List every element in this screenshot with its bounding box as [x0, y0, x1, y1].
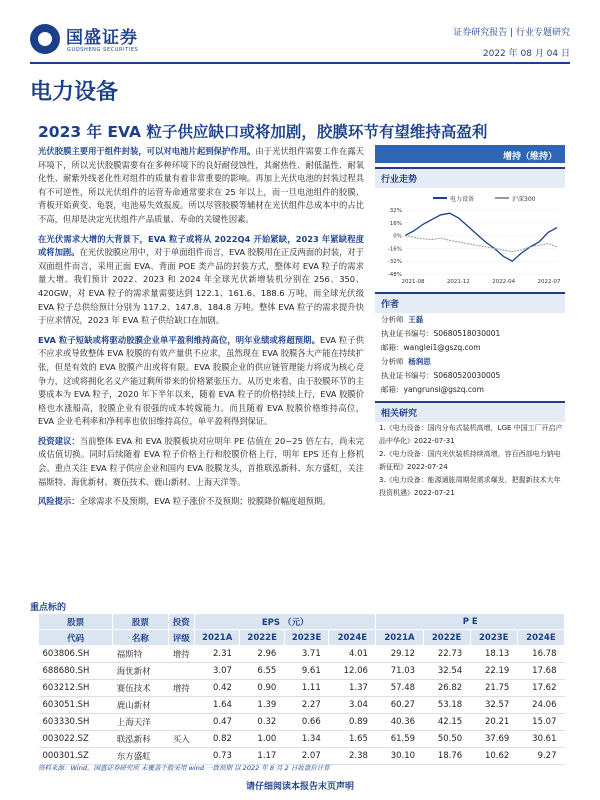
- authors-heading: 作者: [375, 292, 565, 313]
- logo-cn: 国盛证券: [66, 28, 138, 48]
- y-tick: 0%: [393, 233, 402, 240]
- cell-value: 50.50: [423, 731, 470, 748]
- email-link[interactable]: wanglei1@gszq.com: [403, 343, 481, 352]
- cell-value: 57.48: [376, 680, 423, 697]
- cell-code: 688680.SH: [39, 663, 113, 680]
- cell-value: 1.00: [240, 731, 284, 748]
- cell-value: 12.06: [329, 663, 376, 680]
- cell-name: 联泓新科: [113, 731, 168, 748]
- cell-rating: 买入: [168, 731, 194, 748]
- series-line-1: [405, 213, 557, 261]
- cell-value: 29.12: [376, 646, 423, 663]
- para-2: 在光伏需求大增的大背景下，EVA 粒子或将从 2022Q4 开始紧缺，2023 年紧缺程度或将加剧。在光伏胶膜应用中，对于单面组件而言，EVA 胶膜用在正反两面的封装，对于双面组件而言，采用正面 EVA、背面 POE 类产品的封装方式，整体对 EVA 粒子的需求量大增。我们预计 2022、2023 和 2024 年全球光伏新增装机分别在 256、350、420GW，对 EVA 粒子的需求量需要达到 122.1、161.6、188.6 万吨，而全球光伏级 EVA 粒子总供给预计分别为 117.2、147.8、184.8 万吨。整体 EVA 粒子的需求提升快于应求情况，2023 年 EVA 粒子供给缺口在加剧。: [38, 233, 364, 326]
- trend-heading: 行业走势: [375, 167, 565, 188]
- cell-value: 1.37: [329, 680, 376, 697]
- para-3: EVA 粒子短缺或将驱动胶膜企业单平盈利维持高位，明年业绩或将超预期。EVA 粒子供不应求或导致整体 EVA 胶膜的有效产量供不应求，虽然现在 EVA 胶膜各大产能在持续扩张，但是有效的 EVA 胶膜产出或将有限。EVA 胶膜企业的供应链管理能力将成为核心竞争力，这或将拥化名义产能过剩所带来的价格紧张压力。从历史来看，由于胶膜环节的主要成本为 EVA 粒子，2020 年下半年以来，随着 EVA 粒子的价格持续上行，EVA 胶膜价格也水涨船高，胶膜企业有很强的成本转嫁能力。而且随着 EVA 胶膜价格维持高位，EVA 企业毛利率和净利率也依旧维持高位，单平盈利得到保证。: [38, 334, 364, 427]
- cell-value: 71.03: [376, 663, 423, 680]
- cell-rating: [168, 748, 194, 765]
- cell-value: 37.69: [470, 731, 517, 748]
- cell-value: 22.73: [423, 646, 470, 663]
- col-year: 2024E: [329, 630, 376, 646]
- cell-code: 603212.SH: [39, 680, 113, 697]
- cell-value: 20.21: [470, 714, 517, 731]
- cell-value: 2.96: [240, 646, 284, 663]
- cell-value: 2.38: [329, 748, 376, 765]
- table-row: [39, 663, 565, 680]
- cell-value: 0.82: [194, 731, 240, 748]
- y-tick: -32%: [387, 259, 402, 266]
- cell-value: 1.39: [240, 697, 284, 714]
- cell-value: 61.59: [376, 731, 423, 748]
- table-row: [39, 714, 565, 731]
- logo: [30, 20, 160, 60]
- col-name: 股票: [113, 614, 168, 630]
- cell-value: 17.62: [517, 680, 564, 697]
- cell-value: 32.57: [470, 697, 517, 714]
- x-tick: 2022-04: [492, 279, 516, 285]
- cell-value: 53.18: [423, 697, 470, 714]
- cell-rating: 增持: [168, 680, 194, 697]
- cell-name: 福斯特: [113, 646, 168, 663]
- col-sub-code: 代码: [39, 630, 113, 646]
- cell-value: 3.71: [284, 646, 328, 663]
- para-5: 风险提示：全球需求不及预期，EVA 粒子涨价不及预期；胶膜降价幅度超预期。: [38, 496, 331, 507]
- cell-value: 0.32: [240, 714, 284, 731]
- legend-a: 电力设备: [450, 196, 475, 203]
- cell-name: 东方盛虹: [113, 748, 168, 765]
- cell-value: 1.65: [329, 731, 376, 748]
- cell-rating: [168, 663, 194, 680]
- cell-code: 603330.SH: [39, 714, 113, 731]
- reports-heading: 相关研究: [375, 401, 565, 422]
- table-row: [39, 680, 565, 697]
- cell-name: 上海天洋: [113, 714, 168, 731]
- cell-value: 24.06: [517, 697, 564, 714]
- col-pe: P E: [376, 614, 565, 630]
- cell-code: 003022.SZ: [39, 731, 113, 748]
- cell-value: 9.61: [284, 663, 328, 680]
- cell-value: 18.76: [423, 748, 470, 765]
- y-tick: -16%: [387, 246, 402, 253]
- x-tick: 2021-08: [401, 279, 425, 285]
- related-report[interactable]: 2.《电力设备：国内光伏装机持续高增，容百西部电力钠电新征程》2022-07-24: [379, 450, 561, 471]
- cell-value: 9.27: [517, 748, 564, 765]
- x-tick: 2021-12: [446, 279, 470, 285]
- email-link[interactable]: yangrunsi@gszq.com: [403, 385, 484, 394]
- x-tick: 2022-07: [537, 279, 561, 285]
- cell-value: 42.15: [423, 714, 470, 731]
- col-code: 股票: [39, 614, 113, 630]
- y-tick: -48%: [387, 272, 402, 278]
- cell-value: 32.54: [423, 663, 470, 680]
- cell-value: 3.04: [329, 697, 376, 714]
- table-row: [39, 731, 565, 748]
- cell-value: 18.13: [470, 646, 517, 663]
- para-1: 光伏胶膜主要用于组件封装，可以对电池片起到保护作用。由于光伏组件需要工作在露天环境下，所以光伏胶膜需要有在多种环境下的良好耐侵蚀性，其耐热性、耐低温性、耐氧化性、耐紫外线老化性对组件的质量有着非常重要的影响。再加上光伏电池的封装过程具有不可逆性，所以光伏组件的运营寿命通常要求在 25 年以上，而一旦电池组件的胶膜、背板开始黄变、龟裂，电池易失效报废。所以尽管胶膜等辅材在光伏组件总成本中的占比不高，但却是决定光伏组件产品质量、寿命的关键性因素。: [38, 146, 364, 224]
- col-year: 2022E: [423, 630, 470, 646]
- cell-value: 0.73: [194, 748, 240, 765]
- table-title: 重点标的: [30, 603, 67, 613]
- cell-value: 1.64: [194, 697, 240, 714]
- col-year: 2024E: [517, 630, 564, 646]
- col-rating: 投资: [168, 614, 194, 630]
- cell-value: 30.10: [376, 748, 423, 765]
- y-tick: 32%: [389, 208, 402, 214]
- cell-name: 赛伍技术: [113, 680, 168, 697]
- cell-value: 1.17: [240, 748, 284, 765]
- cell-value: 2.27: [284, 697, 328, 714]
- table-row: [39, 646, 565, 663]
- header-meta: [453, 25, 570, 59]
- cell-value: 0.47: [194, 714, 240, 731]
- header-divider: [30, 62, 570, 64]
- section-title: 电力设备: [30, 80, 119, 105]
- cell-value: 4.01: [329, 646, 376, 663]
- cell-name: 鹿山新材: [113, 697, 168, 714]
- table-row: [39, 697, 565, 714]
- related-report[interactable]: 3.《电力设备：能源通胀周期促需求爆发，把握新技术大年投资机遇》2022-07-21: [379, 476, 561, 497]
- cell-name: 海优新材: [113, 663, 168, 680]
- col-year: 2023E: [284, 630, 328, 646]
- report-type: 证券研究报告 | 行业专题研究: [453, 28, 570, 38]
- cell-value: 30.61: [517, 731, 564, 748]
- cell-rating: [168, 697, 194, 714]
- cell-value: 1.34: [284, 731, 328, 748]
- cell-value: 2.07: [284, 748, 328, 765]
- sidebar: [375, 145, 565, 500]
- col-year: 2021A: [194, 630, 240, 646]
- col-year: 2021A: [376, 630, 423, 646]
- cell-value: 6.55: [240, 663, 284, 680]
- analyst-1: 分析师 王磊 执业证书编号：S0680518030001 邮箱：wanglei1@gszq.com: [381, 315, 501, 352]
- cell-value: 0.90: [240, 680, 284, 697]
- cell-value: 16.78: [517, 646, 564, 663]
- cell-rating: 增持: [168, 646, 194, 663]
- source-note: 资料来源：Wind，国盛证券研究所 未覆盖个股采用 wind 一致预期 以 2022 年 8 月 2 日收盘价计算: [38, 764, 330, 772]
- logo-en: GUOSHENG SECURITIES: [67, 47, 139, 53]
- col-eps: EPS （元）: [194, 614, 376, 630]
- col-year: 2023E: [470, 630, 517, 646]
- cell-value: 0.66: [284, 714, 328, 731]
- trend-chart: [375, 188, 565, 288]
- y-tick: 16%: [389, 220, 402, 227]
- cell-rating: [168, 714, 194, 731]
- col-year: 2022E: [240, 630, 284, 646]
- legend-b: 沪深300: [512, 196, 536, 203]
- cell-value: 22.19: [470, 663, 517, 680]
- report-title: 2023 年 EVA 粒子供应缺口或将加剧，胶膜环节有望维持高盈利: [38, 123, 488, 141]
- cell-value: 21.75: [470, 680, 517, 697]
- para-4: 投资建议：当前整体 EVA 和 EVA 胶膜板块对应明年 PE 估值在 20~25 倍左右，尚未完成估值切换。同时后续随着 EVA 粒子价格上行和胶膜价格上行，明年 EPS 还有上修机会。重点关注 EVA 粒子供应企业和国内 EVA 胶膜龙头，首推联泓新科、东方盛虹，关注福斯特、海优新材、赛伍技术、鹿山新材、上海天洋等。: [38, 435, 364, 487]
- report-date: 2022 年 08 月 04 日: [482, 49, 570, 59]
- body-text: [38, 145, 364, 515]
- table-row: [39, 748, 565, 765]
- cell-code: 603051.SH: [39, 697, 113, 714]
- logo-mark-icon: [30, 24, 60, 54]
- cell-value: 0.89: [329, 714, 376, 731]
- cell-value: 2.31: [194, 646, 240, 663]
- rating-badge: 增持（维持）: [375, 145, 565, 163]
- cell-value: 60.27: [376, 697, 423, 714]
- cell-value: 0.42: [194, 680, 240, 697]
- cell-value: 3.07: [194, 663, 240, 680]
- cell-value: 1.11: [284, 680, 328, 697]
- key-stocks-table: [38, 613, 565, 765]
- cell-value: 10.62: [470, 748, 517, 765]
- col-sub-rating: 评级: [168, 630, 194, 646]
- col-sub-name: 名称: [113, 630, 168, 646]
- footer-disclaimer: 请仔细阅读本报告末页声明: [245, 782, 354, 792]
- cell-code: 603806.SH: [39, 646, 113, 663]
- cell-value: 26.82: [423, 680, 470, 697]
- related-report[interactable]: 1.《电力设备：国内分布式装机高增，LGE 中国工厂开启产品中华化》2022-07-31: [379, 424, 563, 445]
- cell-value: 17.68: [517, 663, 564, 680]
- analyst-2: 分析师 杨润思 执业证书编号：S0680520030005 邮箱：yangrunsi@gszq.com: [381, 357, 501, 394]
- cell-value: 40.36: [376, 714, 423, 731]
- cell-code: 000301.SZ: [39, 748, 113, 765]
- cell-value: 15.07: [517, 714, 564, 731]
- related-reports: [375, 422, 565, 500]
